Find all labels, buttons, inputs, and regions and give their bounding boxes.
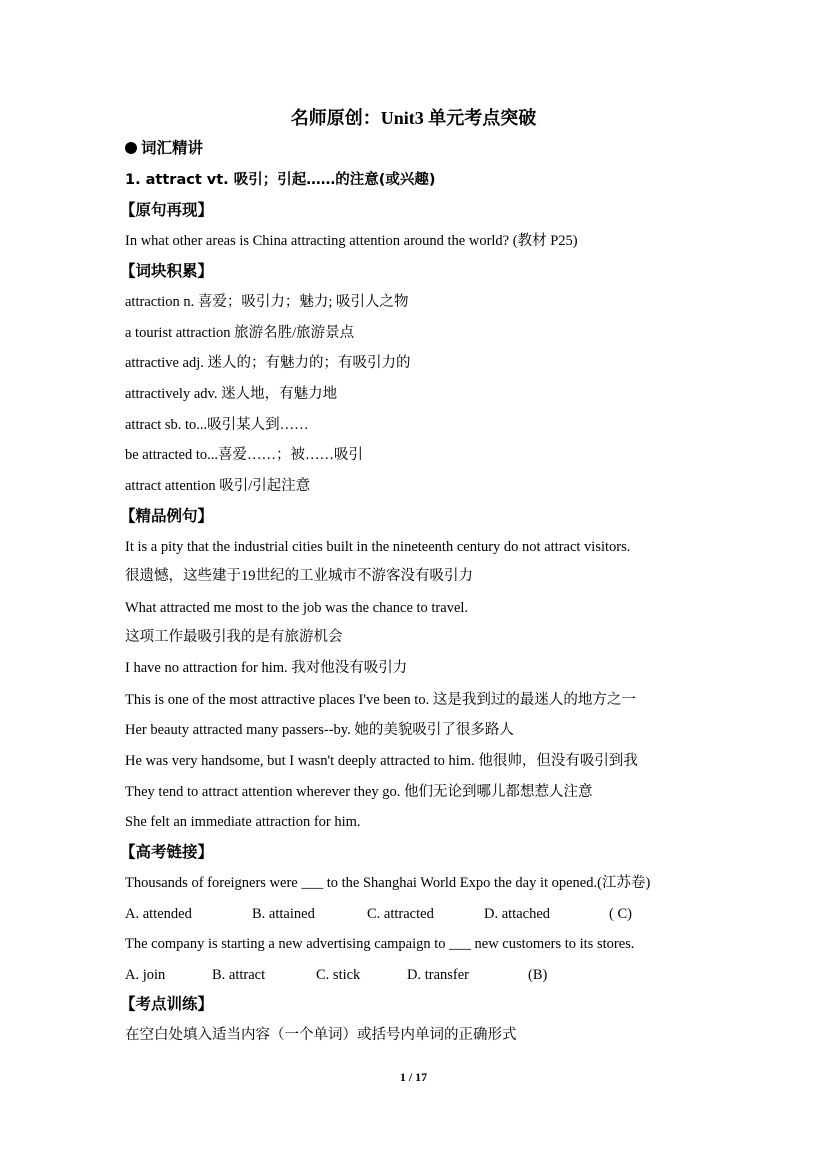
example-line: She felt an immediate attraction for him.	[125, 814, 361, 830]
example-line: 很遗憾，这些建于19世纪的工业城市不游客没有吸引力	[125, 568, 473, 584]
page-title: 名师原创：Unit3 单元考点突破	[290, 108, 537, 128]
phrase-item: attraction n. 喜爱；吸引力；魅力; 吸引人之物	[125, 294, 409, 310]
option: A. join	[125, 967, 166, 983]
section-label: 词汇精讲	[141, 139, 204, 157]
option: A. attended	[125, 906, 192, 922]
phrase-item: a tourist attraction 旅游名胜/旅游景点	[125, 325, 355, 341]
exam-options	[125, 965, 547, 985]
example-line: 这项工作最吸引我的是有旅游机会	[125, 629, 343, 645]
phrase-item: attract sb. to...吸引某人到……	[125, 417, 309, 433]
option: B. attained	[252, 906, 315, 922]
example-line: He was very handsome, but I wasn't deeply attracted to him. 他很帅，但没有吸引到我	[125, 753, 638, 769]
entry-heading: 1. attract vt. 吸引；引起……的注意(或兴趣)	[125, 172, 436, 188]
option: C. attracted	[367, 906, 434, 922]
original-heading: 【原句再现】	[120, 201, 214, 219]
examples-heading: 【精品例句】	[120, 507, 214, 525]
option: D. attached	[484, 906, 551, 922]
phrase-item: be attracted to...喜爱……；被……吸引	[125, 447, 363, 463]
practice-instruction: 在空白处填入适当内容（一个单词）或括号内单词的正确形式	[125, 1027, 517, 1043]
option: B. attract	[212, 967, 266, 983]
phrase-item: attractively adv. 迷人地，有魅力地	[125, 386, 338, 402]
exam-question: Thousands of foreigners were ___ to the Shanghai World Expo the day it opened.(江苏卷)	[125, 875, 651, 891]
option: C. stick	[316, 967, 361, 983]
exam-question: The company is starting a new advertising campaign to ___ new customers to its stores.	[125, 936, 635, 952]
answer: ( C)	[609, 906, 632, 922]
example-line: Her beauty attracted many passers--by. 她的美貌吸引了很多路人	[125, 722, 514, 738]
exam-options	[125, 904, 632, 924]
original-sentence: In what other areas is China attracting attention around the world? (教材 P25)	[125, 233, 578, 249]
example-line: They tend to attract attention wherever they go. 他们无论到哪儿都想惹人注意	[125, 784, 593, 800]
example-line: What attracted me most to the job was the chance to travel.	[125, 600, 469, 616]
section-heading	[125, 138, 203, 158]
example-line: This is one of the most attractive places I've been to. 这是我到过的最迷人的地方之一	[125, 692, 636, 708]
phrase-item: attractive adj. 迷人的；有魅力的；有吸引力的	[125, 355, 411, 371]
phrases-heading: 【词块积累】	[120, 262, 214, 280]
practice-heading: 【考点训练】	[120, 995, 214, 1013]
option: D. transfer	[407, 967, 470, 983]
exam-heading: 【高考链接】	[120, 843, 214, 861]
phrase-item: attract attention 吸引/引起注意	[125, 478, 311, 494]
answer: (B)	[528, 967, 548, 983]
example-line: It is a pity that the industrial cities built in the nineteenth century do not attract visitors.	[125, 539, 631, 555]
example-line: I have no attraction for him. 我对他没有吸引力	[125, 660, 408, 676]
page-number: 1 / 17	[399, 1070, 428, 1084]
bullet-icon	[125, 142, 137, 154]
